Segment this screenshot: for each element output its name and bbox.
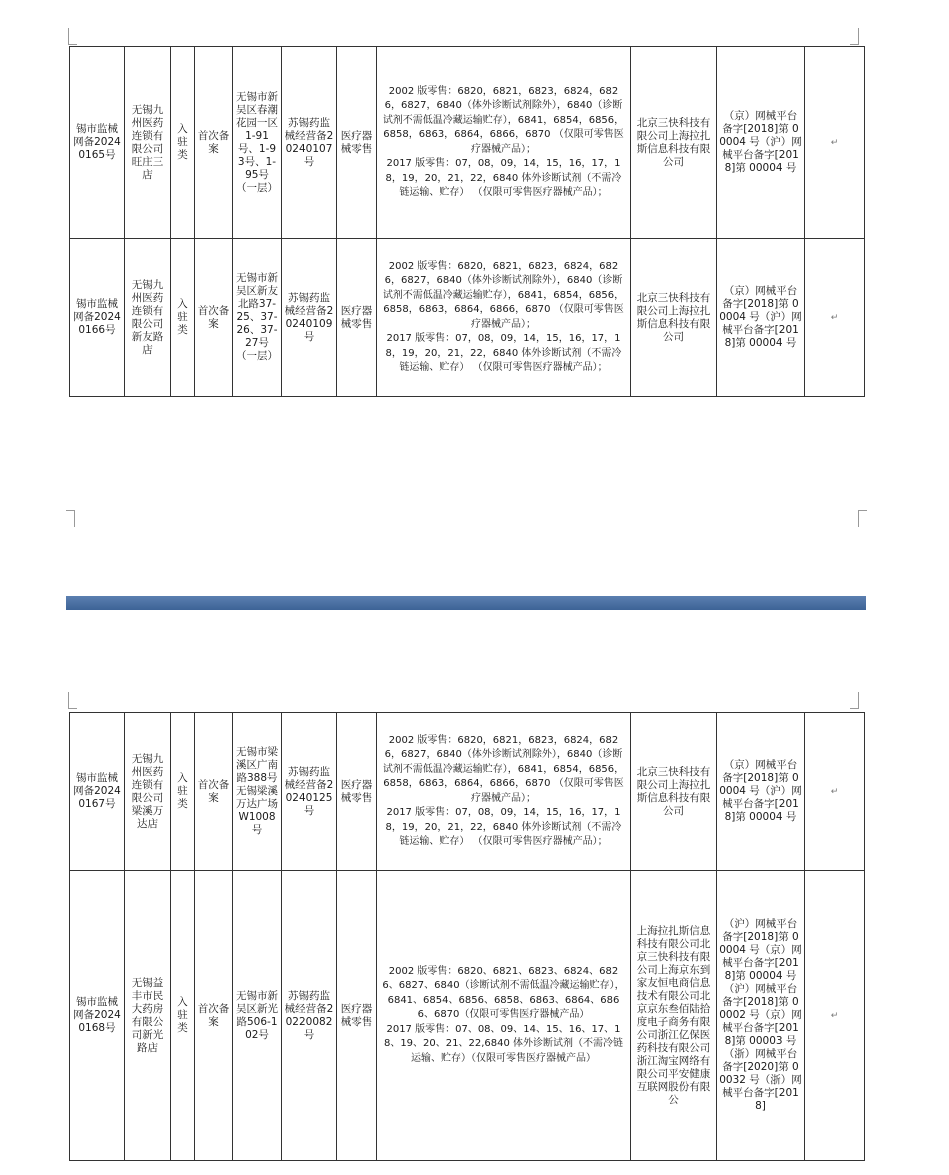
category-cell: 医疗器械零售 [337,47,377,239]
paragraph-mark: ↵ [830,312,839,323]
category-cell: 医疗器械零售 [337,871,377,1161]
scope-2002: 2002 版零售：6820、6821、6823、6824、6826、6827、6840（诊断试剂不需低温冷藏运输贮存），6841、6854、6856、6858、6863、6864、6866、6870（仅限可零售医疗器械产品） [382,965,625,1021]
address-cell: 无锡市梁溪区广南路388号无锡梁溪万达广场W1008号 [233,713,282,871]
company-name: 无锡九州医药连锁有限公司梁溪万达店 [125,713,171,871]
scope-2002: 2002 版零售：6820，6821，6823，6824，6826，6827，6840（体外诊断试剂除外），6840（诊断试剂不需低温冷藏运输贮存），6841，6854，6856，6858，6863，6864，6866，6870 （仅限可零售医疗器械产品）； [382,734,625,804]
license-cell: 苏锡药监械经营备20240107号 [282,47,337,239]
page-corner-mark [850,692,859,709]
filing-cell: 首次备案 [195,713,233,871]
empty-cell [805,713,865,871]
reg-number: 锡市监械网备20240165号 [70,47,125,239]
platform-reg-cell: （京）网械平台备字[2018]第 00004 号（沪）网械平台备字[2018]第 00004 号 [717,713,805,871]
scope-2002: 2002 版零售：6820，6821，6823，6824，6826，6827，6840（体外诊断试剂除外），6840（诊断试剂不需低温冷藏运输贮存），6841，6854，6856，6858，6863，6864，6866，6870 （仅限可零售医疗器械产品）； [382,260,625,330]
address-cell: 无锡市新吴区新光路506-102号 [233,871,282,1161]
page-separator [66,596,866,610]
table-row [70,47,865,239]
scope-2017: 2017 版零售：07、08、09、14、15、16、17、18、19、20、21、22,6840 体外诊断试剂（不需冷链运输、贮存）（仅限可零售医疗器械产品） [383,1023,624,1064]
platform-cell: 北京三快科技有限公司上海拉扎斯信息科技有限公司 [631,47,717,239]
type-cell: 入驻类 [171,713,195,871]
paragraph-mark: ↵ [830,786,839,797]
type-cell: 入驻类 [171,239,195,397]
reg-number: 锡市监械网备20240166号 [70,239,125,397]
scope-cell [377,713,631,871]
platform-reg-cell: （沪）网械平台备字[2018]第 00004 号（京）网械平台备字[2018]第 00004 号（沪）网械平台备字[2018]第 00002 号（京）网械平台备字[2018]第 00003 号（浙）网械平台备字[2020]第 00032 号（浙）网械平台备字[2018] [717,871,805,1161]
filing-cell: 首次备案 [195,871,233,1161]
page-corner-mark [68,692,77,709]
paragraph-mark: ↵ [830,137,839,148]
page-corner-mark [858,510,867,527]
scope-2017: 2017 版零售：07，08，09，14，15，16，17，18，19，20，21，22，6840 体外诊断试剂（不需冷链运输、贮存） （仅限可零售医疗器械产品）； [385,158,622,198]
platform-reg-cell: （京）网械平台备字[2018]第 00004 号（沪）网械平台备字[2018]第 00004 号 [717,47,805,239]
scope-2017: 2017 版零售：07，08，09，14，15，16，17，18，19，20，21，22，6840 体外诊断试剂（不需冷链运输、贮存） （仅限可零售医疗器械产品）； [385,807,622,847]
document-page-1 [0,0,949,540]
platform-reg-cell: （京）网械平台备字[2018]第 00004 号（沪）网械平台备字[2018]第 00004 号 [717,239,805,397]
address-cell: 无锡市新吴区新友北路37-25、37-26、37-27号（一层） [233,239,282,397]
page-corner-mark [68,28,77,45]
empty-cell [805,871,865,1161]
document-page-2 [0,630,949,1175]
registry-table-1 [69,46,865,397]
license-cell: 苏锡药监械经营备20240125号 [282,713,337,871]
scope-cell [377,871,631,1161]
reg-number: 锡市监械网备20240167号 [70,713,125,871]
company-name: 无锡九州医药连锁有限公司旺庄三店 [125,47,171,239]
license-cell: 苏锡药监械经营备20220082号 [282,871,337,1161]
type-cell: 入驻类 [171,871,195,1161]
platform-cell: 上海拉扎斯信息科技有限公司北京三快科技有限公司上海京东到家友恒电商信息技术有限公司北京京东叁佰陆拾度电子商务有限公司浙江亿保医药科技有限公司浙江淘宝网络有限公司平安健康互联网股份有限公 [631,871,717,1161]
license-cell: 苏锡药监械经营备20240109号 [282,239,337,397]
empty-cell [805,239,865,397]
company-name: 无锡益丰市民大药房有限公司新光路店 [125,871,171,1161]
table-row [70,239,865,397]
scope-2002: 2002 版零售：6820，6821，6823，6824，6826，6827，6840（体外诊断试剂除外），6840（诊断试剂不需低温冷藏运输贮存），6841，6854，6856，6858，6863，6864，6866，6870 （仅限可零售医疗器械产品）； [382,85,625,155]
paragraph-mark: ↵ [830,1010,839,1021]
page-corner-mark [66,510,75,527]
page-corner-mark [850,28,859,45]
category-cell: 医疗器械零售 [337,713,377,871]
scope-2017: 2017 版零售：07，08，09，14，15，16，17，18，19，20，21，22，6840 体外诊断试剂（不需冷链运输、贮存） （仅限可零售医疗器械产品）； [385,333,622,373]
scope-cell [377,239,631,397]
type-cell: 入驻类 [171,47,195,239]
empty-cell [805,47,865,239]
platform-cell: 北京三快科技有限公司上海拉扎斯信息科技有限公司 [631,239,717,397]
scope-cell [377,47,631,239]
table-row [70,871,865,1161]
company-name: 无锡九州医药连锁有限公司新友路店 [125,239,171,397]
category-cell: 医疗器械零售 [337,239,377,397]
filing-cell: 首次备案 [195,239,233,397]
address-cell: 无锡市新吴区春潮花园一区1-91号、1-93号、1-95号（一层） [233,47,282,239]
platform-cell: 北京三快科技有限公司上海拉扎斯信息科技有限公司 [631,713,717,871]
table-row [70,713,865,871]
reg-number: 锡市监械网备20240168号 [70,871,125,1161]
registry-table-2 [69,712,865,1161]
filing-cell: 首次备案 [195,47,233,239]
